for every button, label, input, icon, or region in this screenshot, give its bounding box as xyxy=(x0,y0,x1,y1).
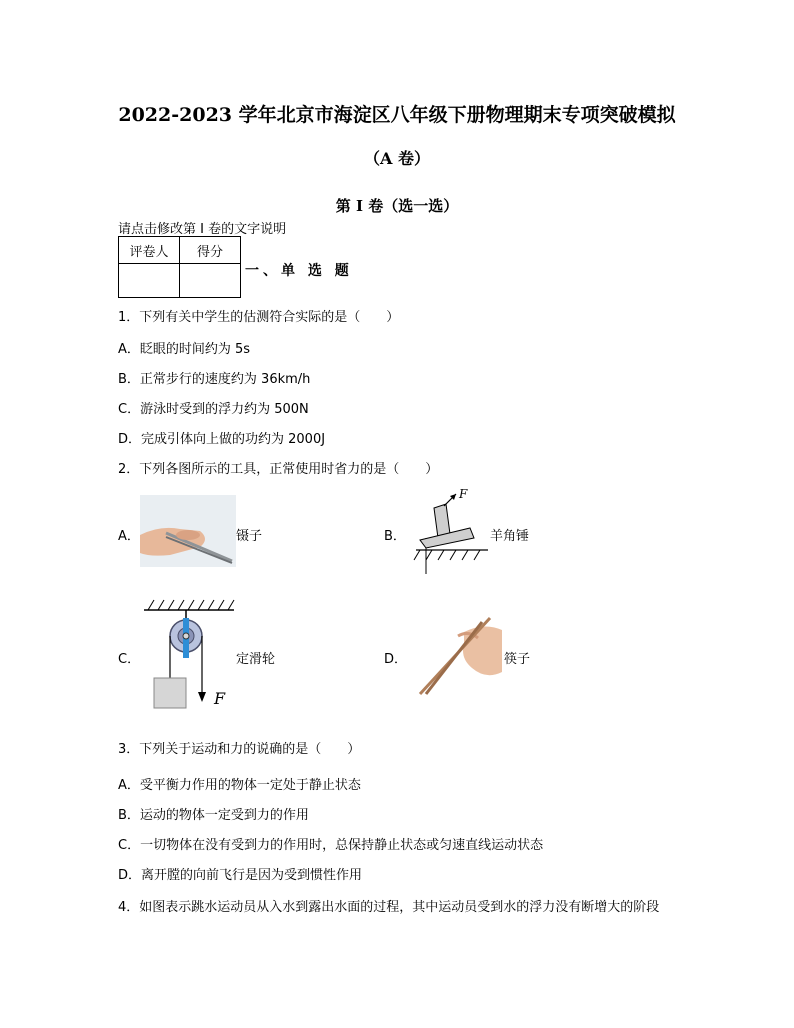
chopsticks-photo xyxy=(412,610,504,696)
question-3-option-b: B．运动的物体一定受到力的作用 xyxy=(118,808,309,823)
question-2-option-c-caption: 定滑轮 xyxy=(236,652,276,667)
pulley-force-label: F xyxy=(214,689,226,708)
section-title: 一、单 选 题 xyxy=(245,263,353,279)
question-1-option-d: D．完成引体向上做的功约为 2000J xyxy=(118,432,326,447)
question-2-option-a-letter: A． xyxy=(118,529,140,544)
question-4-stem: 4．如图表示跳水运动员从入水到露出水面的过程，其中运动员受到水的浮力没有断增大的阶段 xyxy=(118,900,660,915)
question-1-stem: 1．下列有关中学生的估测符合实际的是（ ） xyxy=(118,310,400,325)
question-2-option-b-letter: B． xyxy=(384,529,406,544)
question-2-option-c-letter: C． xyxy=(118,652,141,667)
score-cell[interactable] xyxy=(180,264,241,298)
hammer-force-label: F xyxy=(459,488,468,501)
question-2-option-d-caption: 筷子 xyxy=(504,652,531,667)
question-3-option-c: C．一切物体在没有受到力的作用时，总保持静止状态或匀速直线运动状态 xyxy=(118,838,544,853)
document-subtitle: （A 卷） xyxy=(364,149,430,168)
score-header: 得分 xyxy=(180,237,241,264)
volume-heading: 第 I 卷（选一选） xyxy=(335,197,459,215)
tweezers-photo xyxy=(140,495,236,567)
document-title: 2022-2023 学年北京市海淀区八年级下册物理期末专项突破模拟 xyxy=(118,104,676,126)
question-3-stem: 3．下列关于运动和力的说确的是（ ） xyxy=(118,742,361,757)
fixed-pulley-diagram xyxy=(140,594,240,714)
question-1-option-b: B．正常步行的速度约为 36km/h xyxy=(118,372,311,387)
question-1-option-a: A．眨眼的时间约为 5s xyxy=(118,342,251,357)
reviewer-header: 评卷人 xyxy=(119,237,180,264)
question-3-option-a: A．受平衡力作用的物体一定处于静止状态 xyxy=(118,778,361,793)
question-2-option-d-letter: D． xyxy=(384,652,408,667)
claw-hammer-diagram xyxy=(410,488,490,576)
question-2-option-a-caption: 镊子 xyxy=(236,529,263,544)
instruction-text[interactable]: 请点击修改第 I 卷的文字说明 xyxy=(118,222,287,237)
question-1-option-c: C．游泳时受到的浮力约为 500N xyxy=(118,402,309,417)
score-table xyxy=(118,236,241,298)
question-2-stem: 2．下列各图所示的工具，正常使用时省力的是（ ） xyxy=(118,462,439,477)
reviewer-cell[interactable] xyxy=(119,264,180,298)
question-3-option-d: D．离开膛的向前飞行是因为受到惯性作用 xyxy=(118,868,363,883)
question-2-option-b-caption: 羊角锤 xyxy=(490,529,530,544)
